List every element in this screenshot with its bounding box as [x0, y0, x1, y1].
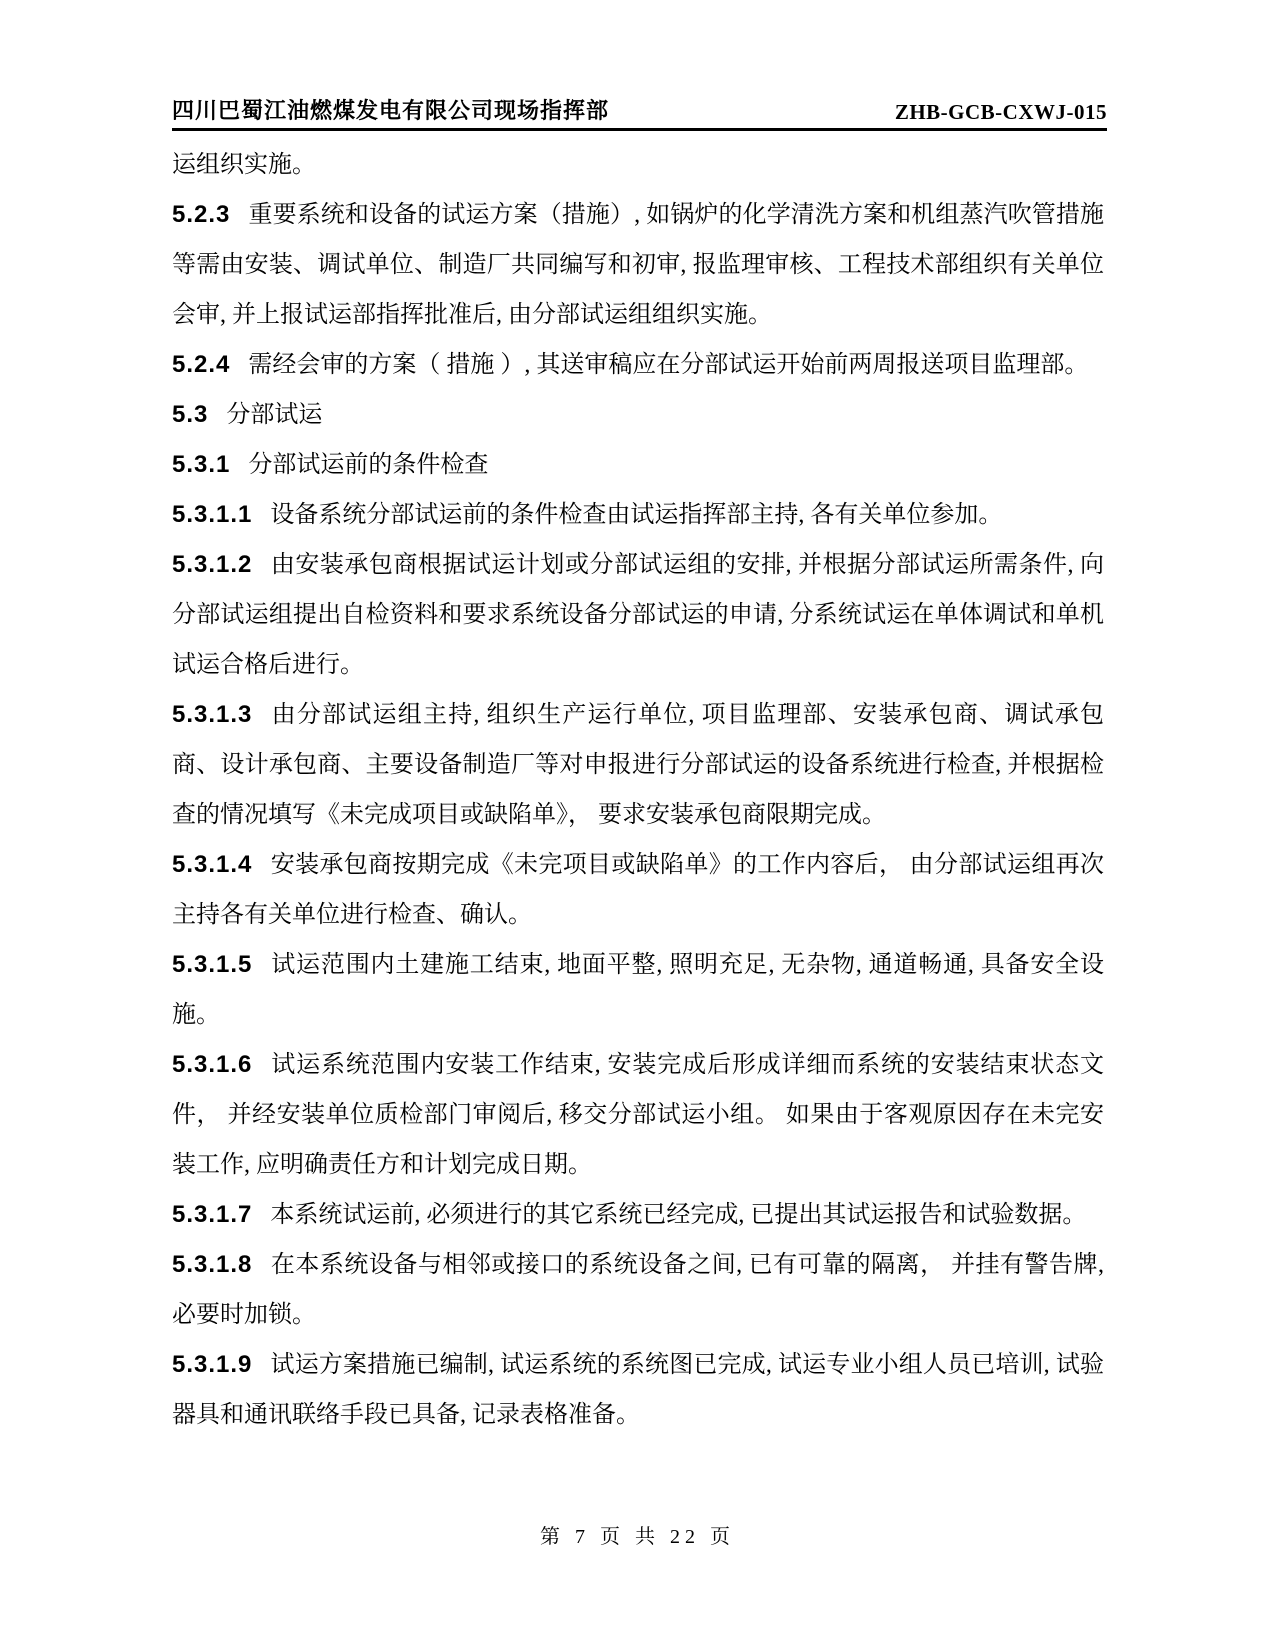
page-header	[172, 94, 1107, 125]
paragraph-text: 由分部试运组主持, 组织生产运行单位, 项目监理部、安装承包商、调试承包商、设计承包商、主要设备制造厂等对申报进行分部试运的设备系统进行检查, 并根据检查的情况填写《未完成项目或缺陷单》， 要求安装承包商限期完成。	[172, 702, 1104, 828]
document-body	[172, 140, 1104, 1440]
paragraph	[172, 340, 1104, 390]
section-number: 5.3.1.9	[172, 1351, 253, 1378]
paragraph	[172, 1240, 1104, 1340]
paragraph-text: 运组织实施。	[172, 152, 316, 178]
section-number: 5.3.1.6	[172, 1051, 253, 1078]
section-number: 5.3.1.2	[172, 551, 253, 578]
section-number: 5.3.1.7	[172, 1201, 253, 1228]
paragraph-text: 在本系统设备与相邻或接口的系统设备之间, 已有可靠的隔离， 并挂有警告牌, 必要时加锁。	[172, 1252, 1104, 1328]
section-number: 5.3	[172, 401, 209, 428]
section-number: 5.3.1	[172, 451, 231, 478]
header-doc-number: ZHB-GCB-CXWJ-015	[894, 100, 1107, 124]
paragraph	[172, 190, 1104, 340]
paragraph	[172, 490, 1104, 540]
header-rule	[172, 128, 1107, 131]
paragraph	[172, 690, 1104, 840]
paragraph-text: 试运系统范围内安装工作结束, 安装完成后形成详细而系统的安装结束状态文件， 并经安装单位质检部门审阅后, 移交分部试运小组。 如果由于客观原因存在未完安装工作, 应明确责任方和计划完成日期。	[172, 1052, 1104, 1178]
paragraph-text: 由安装承包商根据试运计划或分部试运组的安排, 并根据分部试运所需条件, 向分部试运组提出自检资料和要求系统设备分部试运的申请, 分系统试运在单体调试和单机试运合格后进行。	[172, 552, 1104, 678]
paragraph	[172, 1340, 1104, 1440]
paragraph	[172, 140, 1104, 190]
paragraph	[172, 540, 1104, 690]
paragraph	[172, 440, 1104, 490]
page-number-label: 第 7 页 共 22 页	[540, 1526, 735, 1548]
section-number: 5.3.1.8	[172, 1251, 253, 1278]
paragraph	[172, 1190, 1104, 1240]
paragraph-text: 试运范围内土建施工结束, 地面平整, 照明充足, 无杂物, 通道畅通, 具备安全设施。	[172, 952, 1104, 1028]
paragraph-text: 安装承包商按期完成《未完项目或缺陷单》的工作内容后， 由分部试运组再次主持各有关单位进行检查、确认。	[172, 852, 1104, 928]
section-number: 5.3.1.1	[172, 501, 253, 528]
header-company-name: 四川巴蜀江油燃煤发电有限公司现场指挥部	[172, 98, 610, 123]
paragraph	[172, 1040, 1104, 1190]
paragraph	[172, 840, 1104, 940]
section-number: 5.3.1.4	[172, 851, 253, 878]
paragraph-text: 需经会审的方案（ 措施 ）, 其送审稿应在分部试运开始前两周报送项目监理部。	[248, 352, 1089, 378]
paragraph-text: 试运方案措施已编制, 试运系统的系统图已完成, 试运专业小组人员已培训, 试验器具和通讯联络手段已具备, 记录表格准备。	[172, 1352, 1104, 1428]
paragraph-text: 分部试运	[226, 402, 323, 428]
section-number: 5.3.1.3	[172, 701, 253, 728]
paragraph	[172, 940, 1104, 1040]
paragraph-text: 重要系统和设备的试运方案（措施）, 如锅炉的化学清洗方案和机组蒸汽吹管措施等需由安装、调试单位、制造厂共同编写和初审, 报监理审核、工程技术部组织有关单位会审, 并上报试运部指挥批准后, 由分部试运组组织实施。	[172, 202, 1104, 328]
paragraph	[172, 390, 1104, 440]
section-number: 5.2.4	[172, 351, 231, 378]
paragraph-text: 分部试运前的条件检查	[248, 452, 489, 478]
paragraph-text: 设备系统分部试运前的条件检查由试运指挥部主持, 各有关单位参加。	[270, 502, 1003, 528]
page-footer	[0, 1520, 1275, 1549]
section-number: 5.3.1.5	[172, 951, 253, 978]
paragraph-text: 本系统试运前, 必须进行的其它系统已经完成, 已提出其试运报告和试验数据。	[270, 1202, 1087, 1228]
section-number: 5.2.3	[172, 201, 231, 228]
